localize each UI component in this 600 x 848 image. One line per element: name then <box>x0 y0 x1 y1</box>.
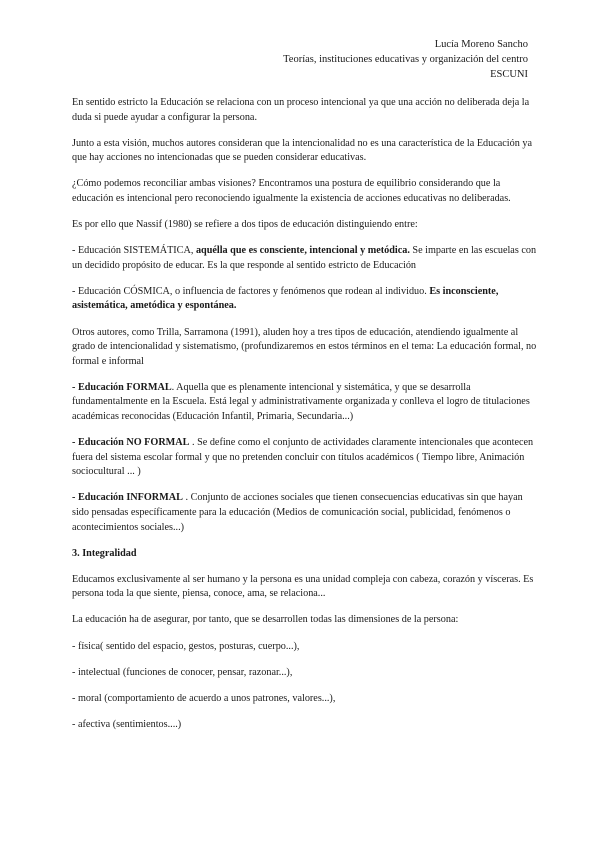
list-item: - moral (comportamiento de acuerdo a unos patrones, valores...), <box>72 692 336 704</box>
paragraph-formal <box>72 381 542 425</box>
paragraph-no-formal <box>72 436 542 480</box>
paragraph-3: ¿Cómo podemos reconciliar ambas visiones? Encontramos una postura de equilibrio considerando que la educación es intencional pero reconociendo igualmente la existencia de acciones educativas no deliberadas. <box>72 178 511 204</box>
list-item: - intelectual (funciones de conocer, pensar, razonar...), <box>72 666 293 678</box>
formal-bold: - Educación FORMAL <box>72 381 172 393</box>
formal-rest: . Aquella que es plenamente intencional y sistemática, y que se desarrolla fundamentalmente en la Escuela. Está legal y administrativamente organizada y conlleva el logro de titulaciones académicas reconocidas (Educación Infantil, Primaria, Secundaria...) <box>72 381 530 422</box>
paragraph-informal <box>72 491 542 535</box>
paragraph-7: Otros autores, como Trilla, Sarramona (1991), aluden hoy a tres tipos de educación, atendiendo igualmente al grado de intencionalidad y sistematismo, (profundizaremos en estos términos en el tema: La educación formal, no formal e informal <box>72 326 537 367</box>
no-formal-bold: - Educación NO FORMAL <box>72 437 190 449</box>
no-formal-rest: . Se define como el conjunto de actividades claramente intencionales que acontecen fuera del sistema escolar formal y que no pretenden concluir con títulos académicos ( Tiempo libre, Animación sociocultural ... ) <box>72 437 534 478</box>
header-subject: Teorías, instituciones educativas y organización del centro <box>283 54 528 65</box>
cosmica-lead: - Educación CÓSMICA, o influencia de factores y fenómenos que rodean al individuo. <box>72 285 430 297</box>
sistematica-lead: - Educación SISTEMÁTICA, <box>72 245 196 257</box>
paragraph-4: Es por ello que Nassif (1980) se refiere a dos tipos de educación distinguiendo entre: <box>72 219 418 231</box>
list-item: - física( sentido del espacio, gestos, posturas, cuerpo...), <box>72 640 300 652</box>
informal-bold: - Educación INFORMAL <box>72 492 183 504</box>
header-school: ESCUNI <box>490 69 528 80</box>
paragraph-2: Junto a esta visión, muchos autores consideran que la intencionalidad no es una característica de la Educación ya que hay acciones no intencionadas que se pueden considerar educativas. <box>72 137 532 164</box>
paragraph-cosmica <box>72 285 542 314</box>
sistematica-rest: Se imparte en las escuelas con un decidido propósito de educar. Es la que responde al sentido estricto de Educación <box>72 245 537 271</box>
document-body <box>72 96 542 744</box>
list-item: - afectiva (sentimientos....) <box>72 718 182 730</box>
paragraph-sistematica <box>72 244 542 273</box>
paragraph-11: Educamos exclusivamente al ser humano y la persona es una unidad compleja con cabeza, corazón y vísceras. Es persona toda la que siente, piensa, conoce, ama, se relaciona... <box>72 573 534 600</box>
header-author: Lucía Moreno Sancho <box>434 39 528 50</box>
cosmica-bold: Es inconsciente, asistemática, ametódica y espontánea. <box>72 285 499 312</box>
section-heading: 3. Integralidad <box>72 547 137 559</box>
paragraph-1: En sentido estricto la Educación se relaciona con un proceso intencional ya que una acción no deliberada deja la duda si puede ayudar a configurar la persona. <box>72 97 530 123</box>
paragraph-12: La educación ha de asegurar, por tanto, que se desarrollen todas las dimensiones de la persona: <box>72 614 459 626</box>
informal-rest: . Conjunto de acciones sociales que tienen consecuencias educativas sin que hayan sido pensadas específicamente para la educación (Medios de comunicación social, publicidad, fenómenos o acontecimientos sociales...) <box>72 492 523 533</box>
page-header <box>283 37 528 82</box>
sistematica-bold: aquélla que es consciente, intencional y metódica. <box>195 245 410 257</box>
